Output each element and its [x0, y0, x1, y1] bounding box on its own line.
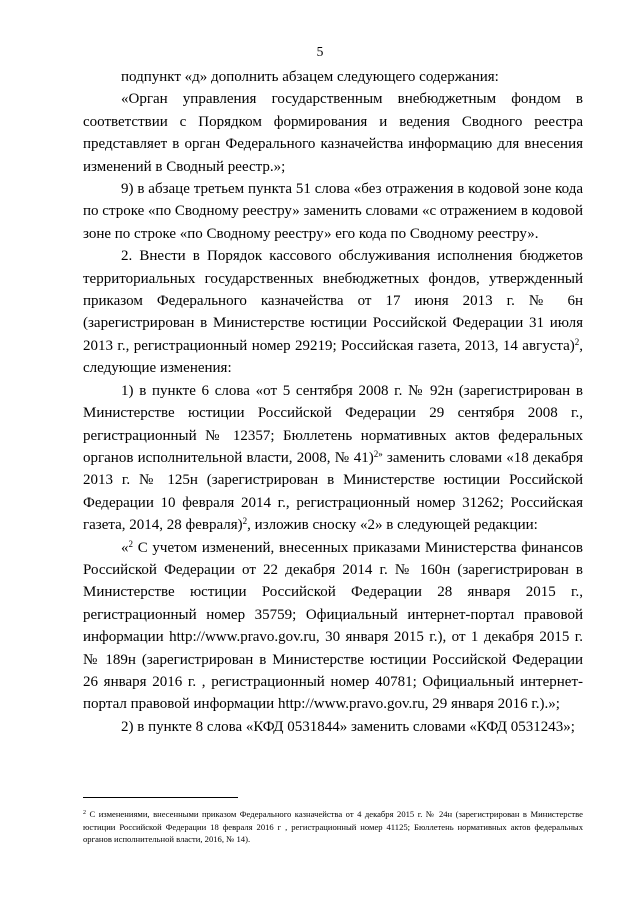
paragraph-subpoint-d: подпункт «д» дополнить абзацем следующего содержания:: [121, 69, 499, 85]
footnote-ref: 2: [128, 538, 133, 549]
footnote-ref: 2: [242, 516, 248, 527]
footnote-divider: [83, 797, 238, 798]
paragraph-item-1: 1) в пункте 6 слова «от 5 сентября 2008 г. № 92н (зарегистрирован в Министерстве юстиции Российской Федерации 29 сентября 2008 г., регистрационный № 12357; Бюллетень нормативных актов федеральных органов исполнительной власти, 2008, № 41)$^{2»}$ заменить словами «18 декабря 2013 г. № 125н (зарегистрирован в Министерстве юстиции Российской Федерации 10 февраля 2014 г., регистрационный номер 31262; Российская газета, 2014, 28 февраля)$^2$, изложив сноску «2» в следующей редакции:: [83, 382, 583, 534]
footnote-ref: 2»: [373, 448, 383, 459]
paragraph-quoted-insert: «Орган управления государственным внебюджетным фондом в соответствии с Порядком формирования и ведения Сводного реестра представляет в орган Федерального казначейства информацию для внесения изменений в Сводный реестр.»;: [83, 91, 583, 175]
footnote-text: С изменениями, внесенными приказом Федерального казначейства от 4 декабря 2015 г. № 24н (зарегистрирован в Министерстве юстиции Российской Федерации 18 февраля 2016 г , регистрационный номер 41125; Бюллетень нормативных актов федеральных органов исполнительной власти, 2016, № 14).: [83, 809, 583, 845]
paragraph-footnote-new-text: «$^2$ С учетом изменений, внесенных приказами Министерства финансов Российской Федерации от 22 декабря 2014 г. № 160н (зарегистрирован в Министерстве юстиции Российской Федерации 28 января 2015 г., регистрационный номер 35759; Официальный интернет-портал правовой информации http://www.pravo.gov.ru, 30 января 2015 г.), от 1 декабря 2015 г. № 189н (зарегистрирован в Министерстве юстиции Российской Федерации 26 января 2016 г. , регистрационный номер 40781; Официальный интернет-портал правовой информации http://www.pravo.gov.ru, 29 января 2016 г.).»;: [83, 538, 583, 713]
paragraph-item-2: 2) в пункте 8 слова «КФД 0531844» заменить словами «КФД 0531243»;: [121, 718, 575, 735]
paragraph-section-2: 2. Внести в Порядок кассового обслуживания исполнения бюджетов территориальных государственных внебюджетных фондов, утвержденный приказом Федерального казначейства от 17 июня 2013 г. № 6н (зарегистрирован в Министерстве юстиции Российской Федерации 31 июля 2013 г., регистрационный номер 29219; Российская газета, 2013, 14 августа)$^2$, следующие изменения:: [83, 248, 583, 377]
page-number: 5: [316, 44, 324, 59]
footnote-mark: 2: [83, 810, 86, 816]
footnote-ref: 2: [574, 336, 580, 347]
document-body: [83, 66, 583, 738]
paragraph-item-9: 9) в абзаце третьем пункта 51 слова «без отражения в кодовой зоне кода по строке «по Сводному реестру» заменить словами «с отражением в кодовой зоне по строке «по Сводному реестру» его кода по Сводному реестру».: [83, 181, 583, 242]
footnote: [83, 808, 583, 846]
